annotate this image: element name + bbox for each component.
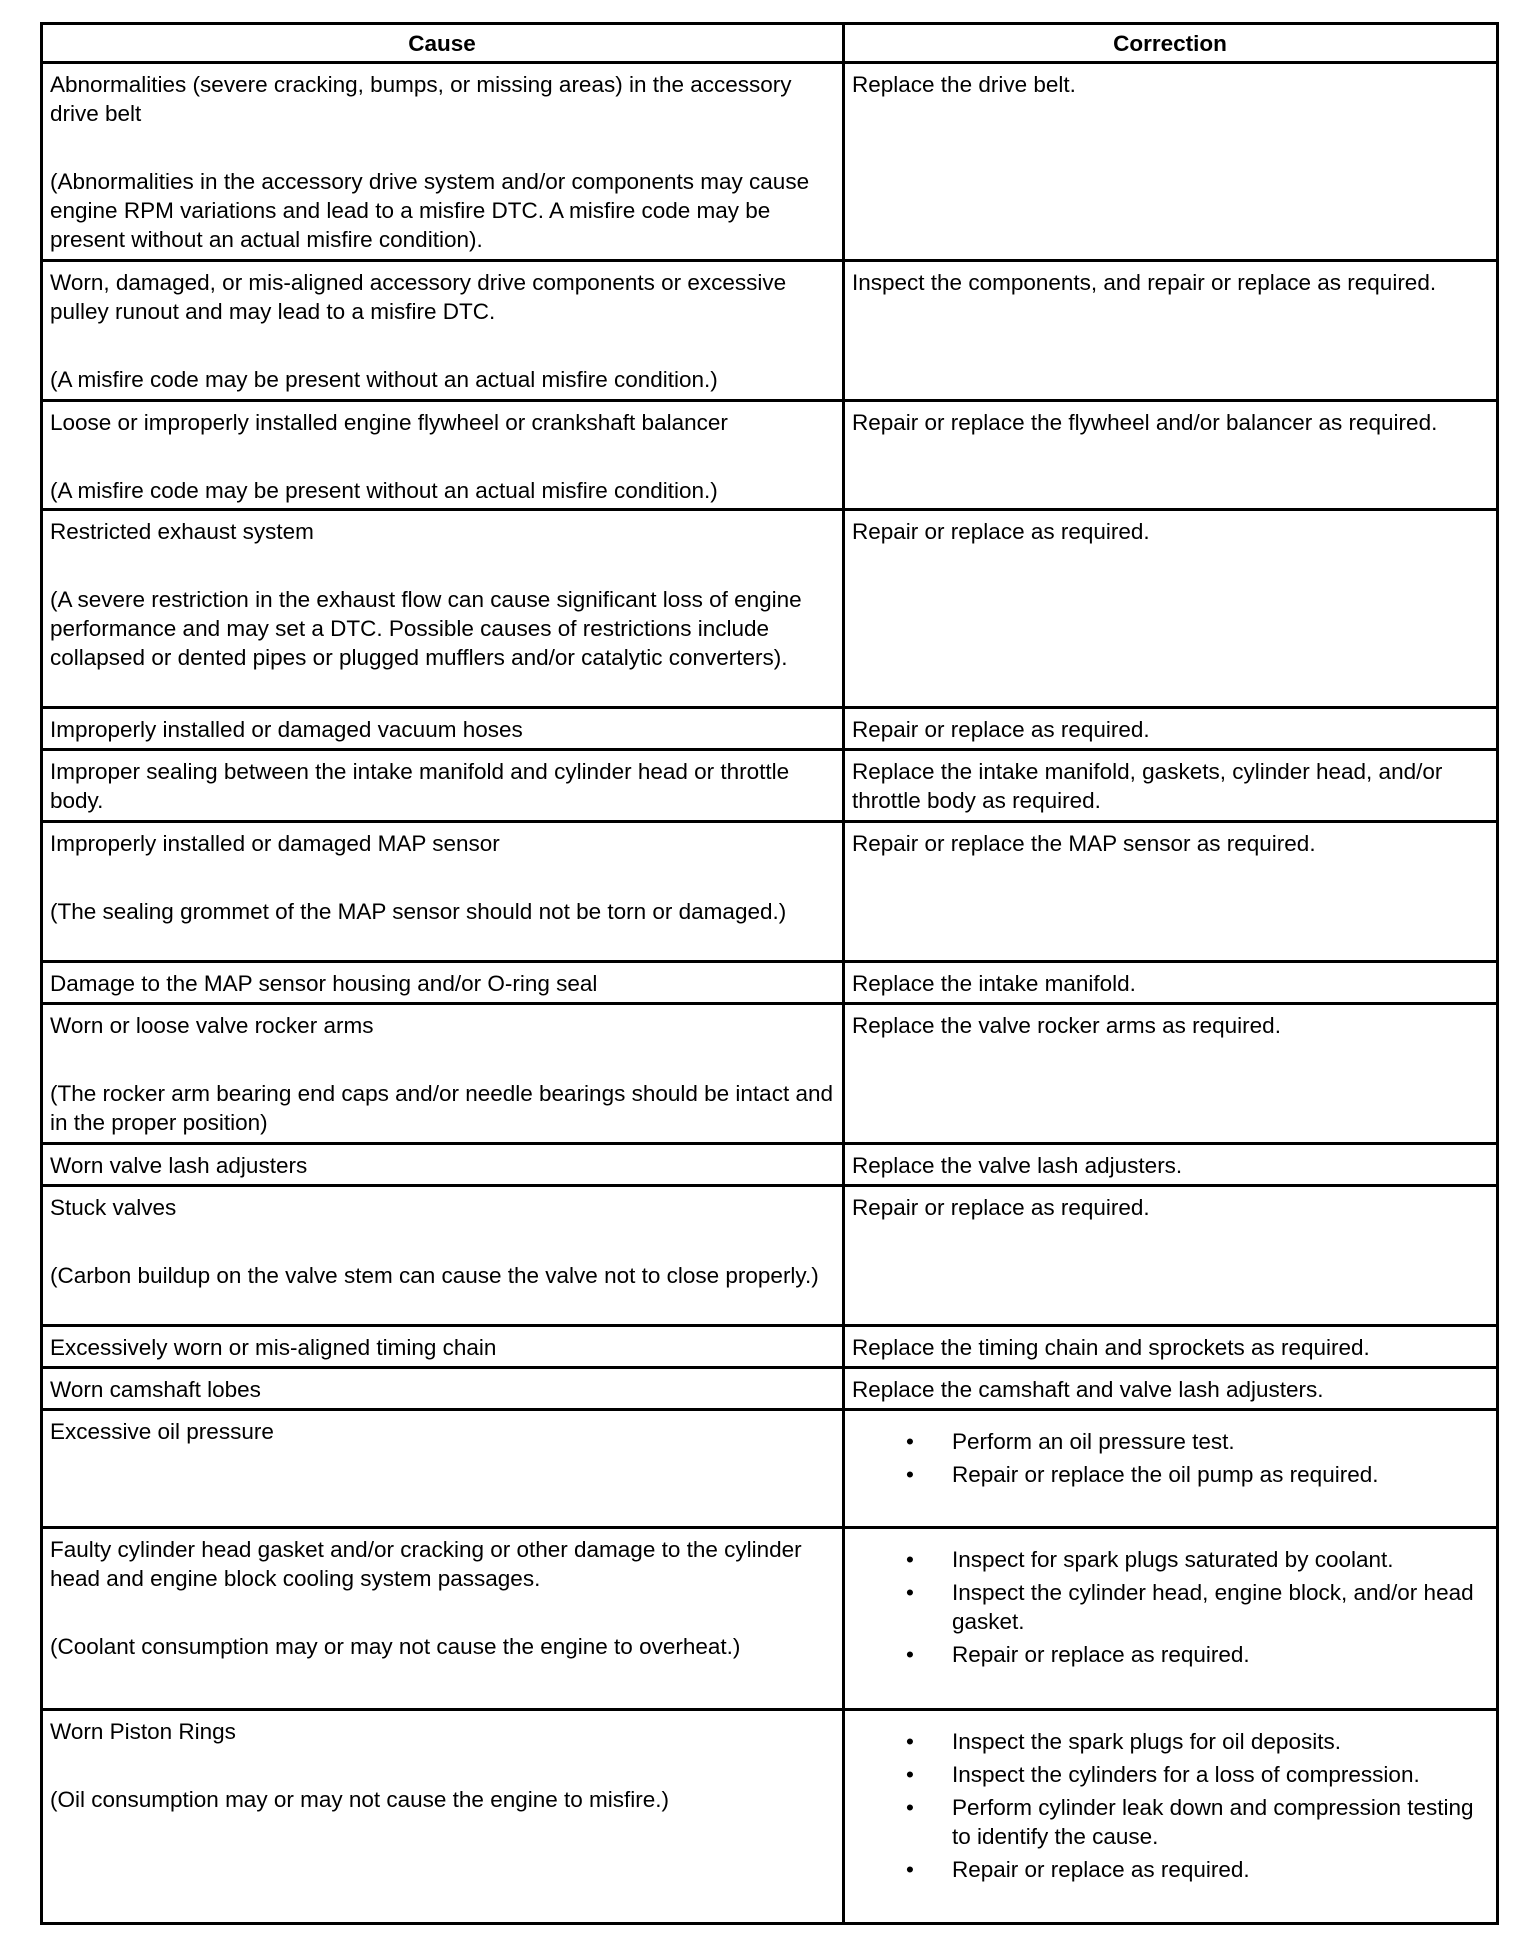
list-item [852,1727,1488,1756]
correction-text: Replace the valve lash adjusters. [852,1153,1183,1178]
list-item [852,1427,1488,1456]
correction-text: Replace the valve rocker arms as required. [852,1013,1281,1038]
cause-cell [42,1710,844,1924]
cause-cell [42,1326,844,1368]
correction-cell [844,401,1498,510]
table-row [42,63,1498,261]
cause-text: Restricted exhaust system [50,519,314,544]
correction-text: Inspect the components, and repair or replace as required. [852,270,1437,295]
bullet-icon: • [906,1547,914,1572]
cause-text: Worn camshaft lobes [50,1377,261,1402]
correction-text: Repair or replace the flywheel and/or balancer as required. [852,410,1438,435]
correction-list [852,1545,1488,1669]
cause-text: Excessively worn or mis-aligned timing chain [50,1335,497,1360]
correction-cell [844,708,1498,750]
list-item [852,1578,1488,1636]
cause-text: Worn or loose valve rocker arms [50,1013,374,1038]
list-item [852,1545,1488,1574]
cause-note: (Abnormalities in the accessory drive system and/or components may cause engine RPM variations and lead to a misfire DTC. A misfire code may be present without an actual misfire condition). [50,169,810,252]
cause-cell [42,1144,844,1186]
cause-note: (The rocker arm bearing end caps and/or needle bearings should be intact and in the proper position) [50,1081,833,1135]
cause-note: (A misfire code may be present without an actual misfire condition.) [50,367,718,392]
correction-cell [844,510,1498,708]
cause-text: Improperly installed or damaged MAP sensor [50,831,500,856]
correction-text: Replace the timing chain and sprockets as required. [852,1335,1370,1360]
correction-cell [844,1004,1498,1144]
list-item-text: Inspect the cylinder head, engine block, and/or head gasket. [952,1580,1474,1634]
correction-text: Replace the intake manifold, gaskets, cylinder head, and/or throttle body as required. [852,759,1443,813]
cause-cell [42,1186,844,1326]
table-row [42,1004,1498,1144]
correction-cell [844,962,1498,1004]
bullet-icon: • [906,1429,914,1454]
table-row [42,708,1498,750]
table-row [42,1410,1498,1528]
cause-cell [42,1528,844,1710]
table-row [42,1186,1498,1326]
table-row [42,822,1498,962]
bullet-icon: • [906,1762,914,1787]
correction-text: Repair or replace as required. [852,1195,1150,1220]
bullet-icon: • [906,1857,914,1882]
correction-cell [844,1710,1498,1924]
cause-text: Worn valve lash adjusters [50,1153,308,1178]
cause-note: (A severe restriction in the exhaust flow can cause significant loss of engine performance and may set a DTC. Possible causes of restrictions include collapsed or dented pipes or plugged mufflers and/or catalytic converters). [50,587,802,670]
bullet-icon: • [906,1729,914,1754]
correction-cell [844,1528,1498,1710]
cause-note: (A misfire code may be present without an actual misfire condition.) [50,478,718,503]
list-item-text: Inspect for spark plugs saturated by coolant. [952,1547,1394,1572]
cause-text: Abnormalities (severe cracking, bumps, or missing areas) in the accessory drive belt [50,72,792,126]
list-item-text: Inspect the spark plugs for oil deposits. [952,1729,1341,1754]
correction-cell [844,63,1498,261]
correction-cell [844,822,1498,962]
list-item-text: Perform an oil pressure test. [952,1429,1235,1454]
correction-cell [844,1186,1498,1326]
correction-cell [844,1144,1498,1186]
bullet-icon: • [906,1580,914,1605]
list-item [852,1855,1488,1884]
table-row [42,510,1498,708]
list-item [852,1460,1488,1489]
correction-text: Replace the drive belt. [852,72,1076,97]
cause-text: Stuck valves [50,1195,177,1220]
cause-text: Improperly installed or damaged vacuum hoses [50,717,523,742]
table-row [42,1368,1498,1410]
list-item [852,1760,1488,1789]
correction-text: Repair or replace the MAP sensor as required. [852,831,1316,856]
cause-cell [42,750,844,822]
list-item-text: Perform cylinder leak down and compression testing to identify the cause. [952,1795,1474,1849]
table-row [42,261,1498,401]
bullet-icon: • [906,1642,914,1667]
correction-text: Replace the camshaft and valve lash adjusters. [852,1377,1324,1402]
cause-cell [42,962,844,1004]
correction-list [852,1427,1488,1489]
cause-note: (Coolant consumption may or may not cause the engine to overheat.) [50,1634,741,1659]
diagnosis-table [40,22,1499,1925]
cause-cell [42,261,844,401]
cause-text: Loose or improperly installed engine flywheel or crankshaft balancer [50,410,728,435]
cause-text: Worn Piston Rings [50,1719,236,1744]
correction-text: Replace the intake manifold. [852,971,1136,996]
cause-note: (Oil consumption may or may not cause the engine to misfire.) [50,1787,670,1812]
correction-cell [844,261,1498,401]
header-row [42,24,1498,63]
table-row [42,1144,1498,1186]
cause-text: Faulty cylinder head gasket and/or cracking or other damage to the cylinder head and engine block cooling system passages. [50,1537,802,1591]
table-row [42,962,1498,1004]
correction-text: Repair or replace as required. [852,519,1150,544]
cause-cell [42,401,844,510]
list-item-text: Inspect the cylinders for a loss of compression. [952,1762,1420,1787]
correction-cell [844,1368,1498,1410]
list-item-text: Repair or replace as required. [952,1642,1250,1667]
cause-cell [42,708,844,750]
cause-header: Cause [42,24,844,63]
table-row [42,750,1498,822]
cause-text: Excessive oil pressure [50,1419,274,1444]
correction-list [852,1727,1488,1884]
list-item-text: Repair or replace the oil pump as required. [952,1462,1379,1487]
list-item-text: Repair or replace as required. [952,1857,1250,1882]
bullet-icon: • [906,1462,914,1487]
list-item [852,1640,1488,1669]
cause-cell [42,1368,844,1410]
table-row [42,401,1498,510]
correction-cell [844,1410,1498,1528]
table-body [42,63,1498,1924]
cause-note: (Carbon buildup on the valve stem can cause the valve not to close properly.) [50,1263,819,1288]
bullet-icon: • [906,1795,914,1820]
cause-text: Damage to the MAP sensor housing and/or O-ring seal [50,971,598,996]
correction-header: Correction [844,24,1498,63]
correction-cell [844,750,1498,822]
cause-cell [42,822,844,962]
cause-cell [42,1004,844,1144]
cause-text: Worn, damaged, or mis-aligned accessory drive components or excessive pulley runout and may lead to a misfire DTC. [50,270,787,324]
cause-cell [42,510,844,708]
cause-text: Improper sealing between the intake manifold and cylinder head or throttle body. [50,759,790,813]
cause-cell [42,1410,844,1528]
table-row [42,1528,1498,1710]
correction-text: Repair or replace as required. [852,717,1150,742]
cause-note: (The sealing grommet of the MAP sensor should not be torn or damaged.) [50,899,787,924]
table-row [42,1326,1498,1368]
list-item [852,1793,1488,1851]
cause-cell [42,63,844,261]
table-row [42,1710,1498,1924]
correction-cell [844,1326,1498,1368]
